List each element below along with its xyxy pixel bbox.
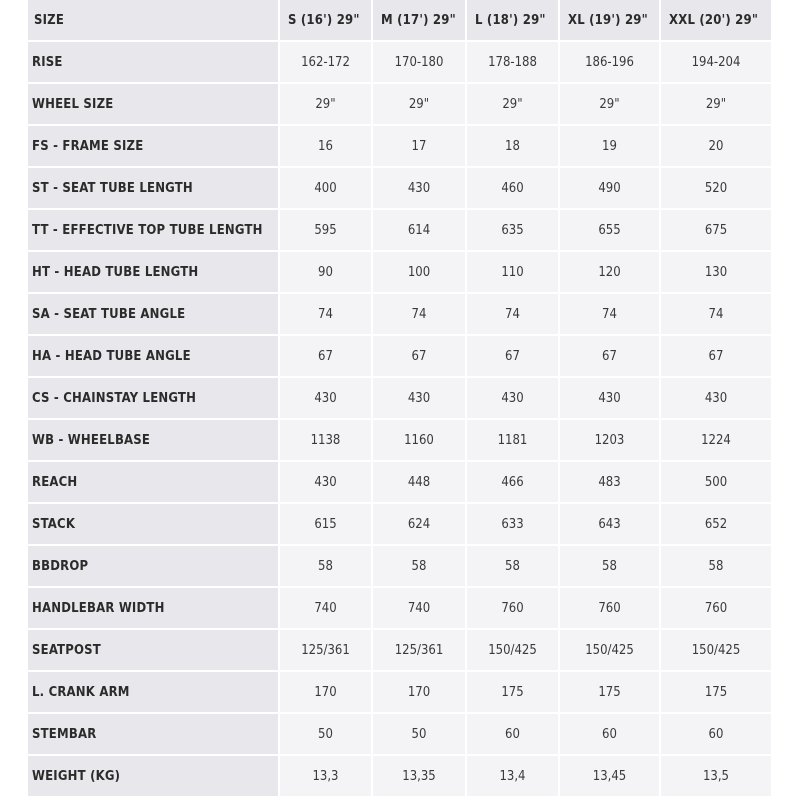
table-cell: 67 bbox=[560, 336, 661, 378]
geometry-table-body bbox=[28, 42, 771, 798]
table-cell: 615 bbox=[280, 504, 373, 546]
table-cell: 67 bbox=[373, 336, 467, 378]
table-row bbox=[28, 294, 771, 336]
table-cell: 58 bbox=[280, 546, 373, 588]
table-cell: 170 bbox=[280, 672, 373, 714]
table-cell: 18 bbox=[467, 126, 560, 168]
table-cell: 466 bbox=[467, 462, 560, 504]
row-label: CS - CHAINSTAY LENGTH bbox=[28, 378, 280, 420]
size-header-xl: XL (19') 29" bbox=[560, 0, 661, 42]
table-cell: 130 bbox=[661, 252, 771, 294]
table-cell: 60 bbox=[467, 714, 560, 756]
table-cell: 430 bbox=[560, 378, 661, 420]
table-row bbox=[28, 210, 771, 252]
table-cell: 16 bbox=[280, 126, 373, 168]
table-row bbox=[28, 84, 771, 126]
table-cell: 448 bbox=[373, 462, 467, 504]
table-row bbox=[28, 714, 771, 756]
table-cell: 740 bbox=[373, 588, 467, 630]
table-cell: 60 bbox=[560, 714, 661, 756]
table-cell: 67 bbox=[467, 336, 560, 378]
table-cell: 500 bbox=[661, 462, 771, 504]
table-cell: 150/425 bbox=[661, 630, 771, 672]
table-cell: 29" bbox=[280, 84, 373, 126]
size-header-l: L (18') 29" bbox=[467, 0, 560, 42]
table-cell: 740 bbox=[280, 588, 373, 630]
table-cell: 760 bbox=[661, 588, 771, 630]
table-cell: 1181 bbox=[467, 420, 560, 462]
table-row bbox=[28, 336, 771, 378]
table-cell: 186-196 bbox=[560, 42, 661, 84]
row-label: BBDROP bbox=[28, 546, 280, 588]
size-header-label: SIZE bbox=[28, 0, 280, 42]
row-label: TT - EFFECTIVE TOP TUBE LENGTH bbox=[28, 210, 280, 252]
table-cell: 29" bbox=[467, 84, 560, 126]
size-header-m: M (17') 29" bbox=[373, 0, 467, 42]
table-cell: 125/361 bbox=[280, 630, 373, 672]
table-cell: 643 bbox=[560, 504, 661, 546]
row-label: STACK bbox=[28, 504, 280, 546]
row-label: SEATPOST bbox=[28, 630, 280, 672]
table-cell: 460 bbox=[467, 168, 560, 210]
table-cell: 178-188 bbox=[467, 42, 560, 84]
table-cell: 58 bbox=[560, 546, 661, 588]
table-row bbox=[28, 462, 771, 504]
table-cell: 13,5 bbox=[661, 756, 771, 798]
row-label: HA - HEAD TUBE ANGLE bbox=[28, 336, 280, 378]
table-cell: 170 bbox=[373, 672, 467, 714]
table-cell: 58 bbox=[467, 546, 560, 588]
table-cell: 430 bbox=[373, 378, 467, 420]
table-cell: 760 bbox=[560, 588, 661, 630]
table-cell: 595 bbox=[280, 210, 373, 252]
table-row bbox=[28, 168, 771, 210]
table-cell: 50 bbox=[280, 714, 373, 756]
row-label: HT - HEAD TUBE LENGTH bbox=[28, 252, 280, 294]
table-cell: 430 bbox=[280, 462, 373, 504]
row-label: WB - WHEELBASE bbox=[28, 420, 280, 462]
table-row bbox=[28, 252, 771, 294]
table-cell: 13,4 bbox=[467, 756, 560, 798]
table-cell: 175 bbox=[661, 672, 771, 714]
table-cell: 655 bbox=[560, 210, 661, 252]
table-row bbox=[28, 504, 771, 546]
table-cell: 175 bbox=[467, 672, 560, 714]
table-cell: 1203 bbox=[560, 420, 661, 462]
table-cell: 13,35 bbox=[373, 756, 467, 798]
table-cell: 150/425 bbox=[467, 630, 560, 672]
table-cell: 74 bbox=[560, 294, 661, 336]
table-cell: 624 bbox=[373, 504, 467, 546]
table-cell: 19 bbox=[560, 126, 661, 168]
table-cell: 90 bbox=[280, 252, 373, 294]
table-cell: 29" bbox=[373, 84, 467, 126]
table-cell: 520 bbox=[661, 168, 771, 210]
row-label: WHEEL SIZE bbox=[28, 84, 280, 126]
table-cell: 120 bbox=[560, 252, 661, 294]
table-cell: 430 bbox=[280, 378, 373, 420]
geometry-table bbox=[28, 0, 771, 798]
table-cell: 194-204 bbox=[661, 42, 771, 84]
table-cell: 150/425 bbox=[560, 630, 661, 672]
table-cell: 74 bbox=[373, 294, 467, 336]
table-cell: 652 bbox=[661, 504, 771, 546]
size-header-xxl: XXL (20') 29" bbox=[661, 0, 771, 42]
table-row bbox=[28, 378, 771, 420]
table-cell: 1138 bbox=[280, 420, 373, 462]
table-cell: 675 bbox=[661, 210, 771, 252]
row-label: HANDLEBAR WIDTH bbox=[28, 588, 280, 630]
table-cell: 633 bbox=[467, 504, 560, 546]
table-cell: 760 bbox=[467, 588, 560, 630]
table-row bbox=[28, 546, 771, 588]
table-cell: 162-172 bbox=[280, 42, 373, 84]
table-cell: 67 bbox=[661, 336, 771, 378]
table-row bbox=[28, 756, 771, 798]
table-cell: 1160 bbox=[373, 420, 467, 462]
table-cell: 17 bbox=[373, 126, 467, 168]
table-cell: 614 bbox=[373, 210, 467, 252]
table-cell: 20 bbox=[661, 126, 771, 168]
table-cell: 175 bbox=[560, 672, 661, 714]
table-cell: 29" bbox=[560, 84, 661, 126]
table-cell: 125/361 bbox=[373, 630, 467, 672]
table-cell: 60 bbox=[661, 714, 771, 756]
table-row bbox=[28, 588, 771, 630]
row-label: L. CRANK ARM bbox=[28, 672, 280, 714]
table-cell: 170-180 bbox=[373, 42, 467, 84]
table-cell: 50 bbox=[373, 714, 467, 756]
row-label: FS - FRAME SIZE bbox=[28, 126, 280, 168]
table-cell: 1224 bbox=[661, 420, 771, 462]
table-cell: 483 bbox=[560, 462, 661, 504]
size-header-s: S (16') 29" bbox=[280, 0, 373, 42]
table-cell: 430 bbox=[661, 378, 771, 420]
table-cell: 67 bbox=[280, 336, 373, 378]
row-label: RISE bbox=[28, 42, 280, 84]
table-cell: 74 bbox=[661, 294, 771, 336]
table-cell: 490 bbox=[560, 168, 661, 210]
table-cell: 13,45 bbox=[560, 756, 661, 798]
table-cell: 100 bbox=[373, 252, 467, 294]
table-cell: 635 bbox=[467, 210, 560, 252]
table-cell: 110 bbox=[467, 252, 560, 294]
table-row bbox=[28, 42, 771, 84]
row-label: SA - SEAT TUBE ANGLE bbox=[28, 294, 280, 336]
table-cell: 400 bbox=[280, 168, 373, 210]
table-cell: 13,3 bbox=[280, 756, 373, 798]
table-cell: 74 bbox=[467, 294, 560, 336]
table-cell: 58 bbox=[661, 546, 771, 588]
table-row bbox=[28, 672, 771, 714]
table-cell: 430 bbox=[467, 378, 560, 420]
size-header-row bbox=[28, 0, 771, 42]
row-label: WEIGHT (KG) bbox=[28, 756, 280, 798]
table-cell: 430 bbox=[373, 168, 467, 210]
table-row bbox=[28, 126, 771, 168]
table-cell: 29" bbox=[661, 84, 771, 126]
table-row bbox=[28, 630, 771, 672]
row-label: STEMBAR bbox=[28, 714, 280, 756]
table-row bbox=[28, 420, 771, 462]
table-cell: 58 bbox=[373, 546, 467, 588]
table-cell: 74 bbox=[280, 294, 373, 336]
row-label: REACH bbox=[28, 462, 280, 504]
row-label: ST - SEAT TUBE LENGTH bbox=[28, 168, 280, 210]
